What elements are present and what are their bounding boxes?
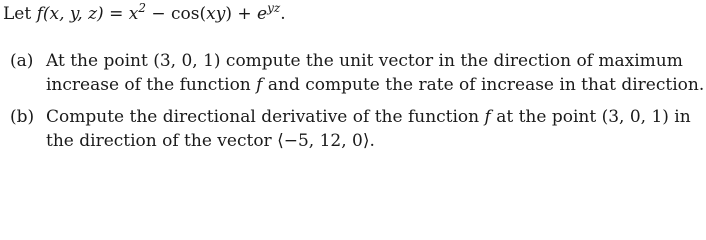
xy-term: xy xyxy=(206,4,226,24)
intro-period: . xyxy=(280,4,286,24)
function-args: (x, y, z) xyxy=(42,4,104,24)
minus-cos: − cos( xyxy=(145,4,207,24)
part-b-text-2: the direction of the vector ⟨−5, 12, 0⟩. xyxy=(46,131,375,151)
part-a-label: (a) xyxy=(10,51,34,71)
x-exponent: 2 xyxy=(138,1,146,15)
x-term: x xyxy=(128,4,139,24)
part-a-function-name: f xyxy=(256,75,263,95)
part-a-line-1 xyxy=(10,51,683,71)
part-a-text-2-pre: increase of the function xyxy=(46,75,257,95)
part-b-text-1-post: at the point (3, 0, 1) in xyxy=(490,107,691,127)
part-b-line-1 xyxy=(10,107,691,127)
part-b-text-1-pre: Compute the directional derivative of the function xyxy=(46,107,485,127)
part-a-text-2-post: and compute the rate of increase in that direction. xyxy=(262,75,705,95)
e-exponent: yz xyxy=(267,1,281,15)
problem-statement xyxy=(3,1,286,24)
equals-sign: = xyxy=(103,4,129,24)
plus-sign: ) + xyxy=(225,4,258,24)
e-term: e xyxy=(257,4,268,24)
part-b-function-name: f xyxy=(484,107,491,127)
part-b-label: (b) xyxy=(10,107,35,127)
part-a-text-1: At the point (3, 0, 1) compute the unit vector in the direction of maximum xyxy=(46,51,683,71)
part-a-line-2 xyxy=(46,75,704,95)
function-name: f xyxy=(36,4,43,24)
intro-prefix: Let xyxy=(3,4,37,24)
part-b-line-2 xyxy=(46,131,375,151)
